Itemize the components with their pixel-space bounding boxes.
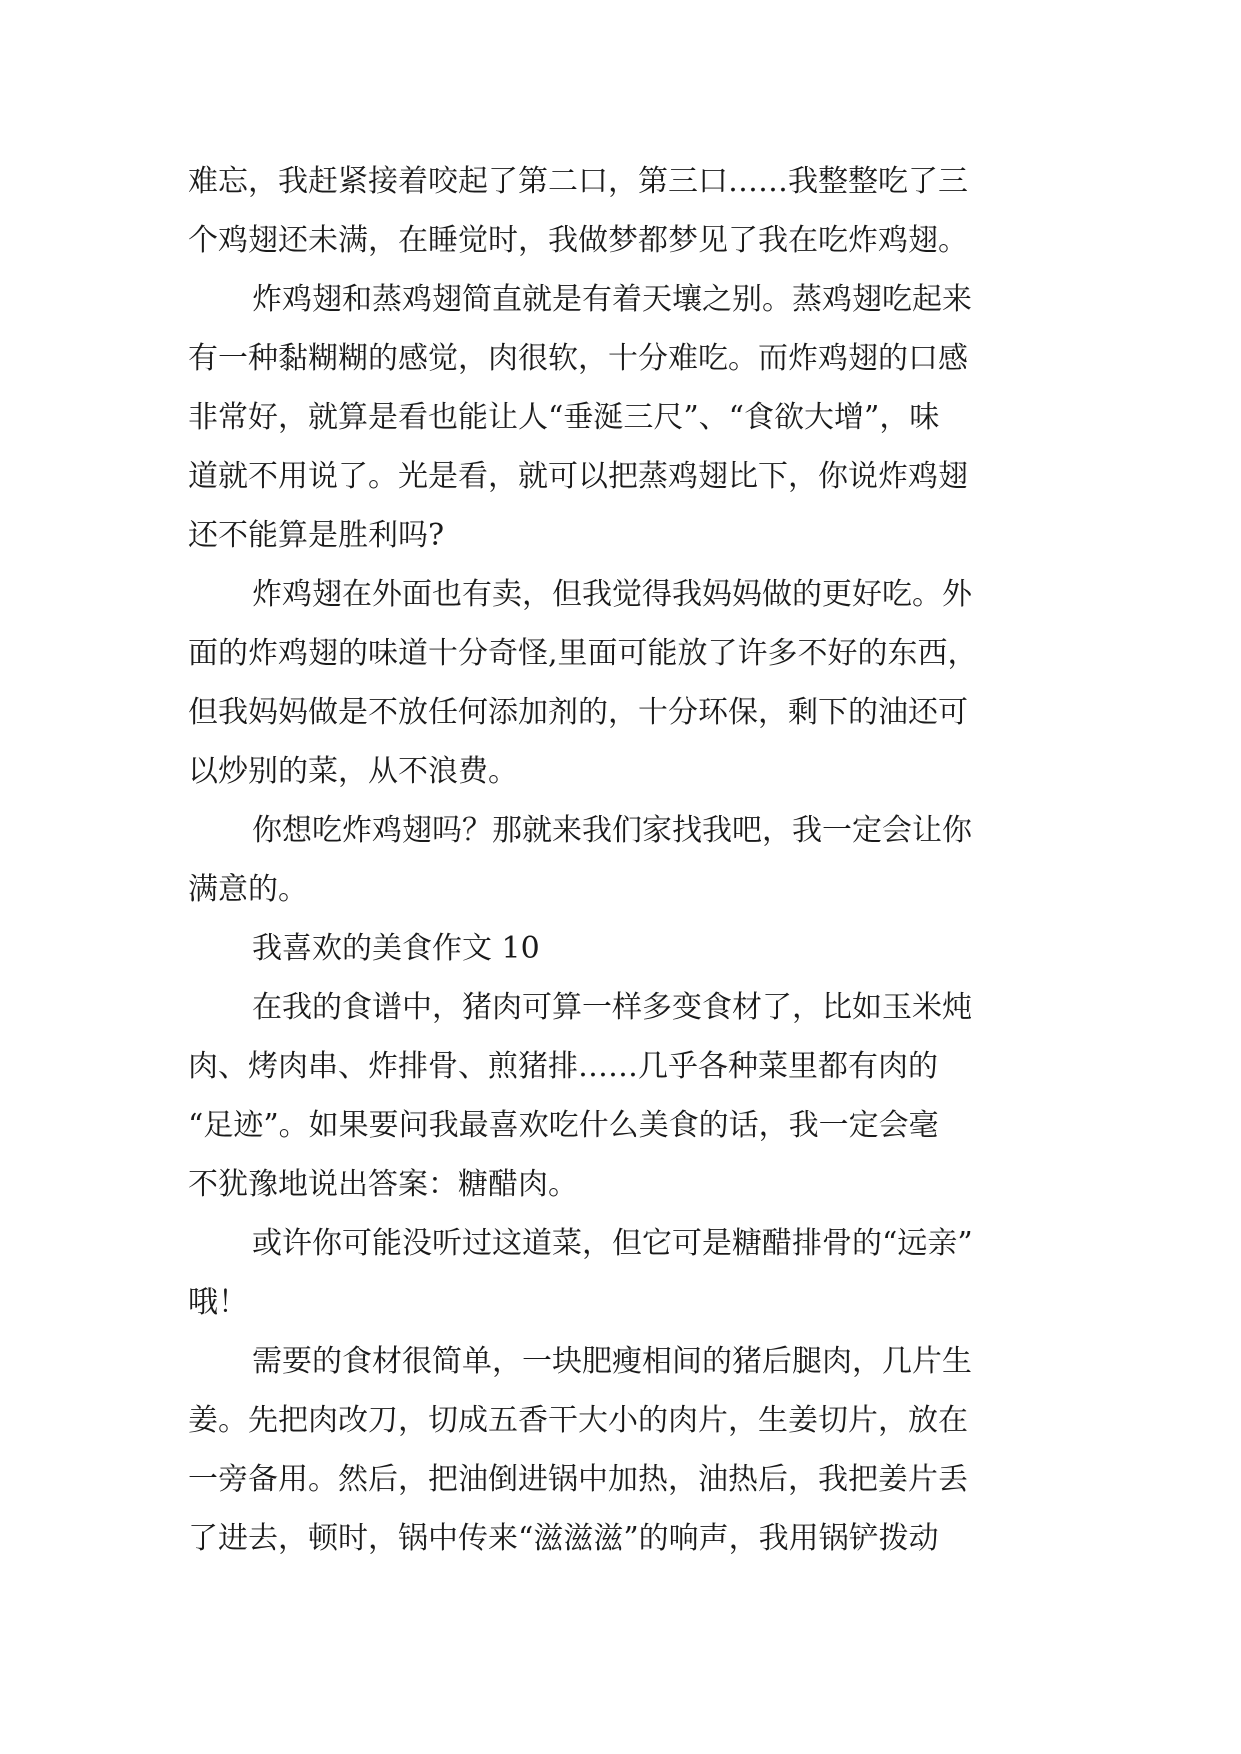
text-line: 有一种黏糊糊的感觉，肉很软，十分难吃。而炸鸡翅的口感 xyxy=(188,341,968,376)
text-line: 但我妈妈做是不放任何添加剂的，十分环保，剩下的油还可 xyxy=(188,695,968,730)
text-line: 一旁备用。然后，把油倒进锅中加热，油热后，我把姜片丢 xyxy=(188,1462,968,1497)
text-line: 肉、烤肉串、炸排骨、煎猪排……几乎各种菜里都有肉的 xyxy=(188,1049,938,1084)
text-line: “足迹”。如果要问我最喜欢吃什么美食的话，我一定会毫 xyxy=(188,1108,939,1143)
text-line: 以炒别的菜，从不浪费。 xyxy=(188,754,518,789)
text-line: 满意的。 xyxy=(188,872,308,907)
text-line: 了进去，顿时，锅中传来“滋滋滋”的响声，我用锅铲拨动 xyxy=(188,1521,939,1556)
text-line: 哦！ xyxy=(188,1285,248,1320)
text-line: 姜。先把肉改刀，切成五香干大小的肉片，生姜切片，放在 xyxy=(188,1403,968,1438)
text-line: 不犹豫地说出答案：糖醋肉。 xyxy=(188,1167,578,1202)
paragraph-start-line: 炸鸡翅在外面也有卖，但我觉得我妈妈做的更好吃。外 xyxy=(252,577,972,612)
essay-body xyxy=(188,152,1058,1568)
text-line: 还不能算是胜利吗? xyxy=(188,518,445,553)
section-heading: 我喜欢的美食作文 10 xyxy=(252,931,540,966)
paragraph-start-line: 炸鸡翅和蒸鸡翅简直就是有着天壤之别。蒸鸡翅吃起来 xyxy=(252,282,972,317)
text-line: 个鸡翅还未满，在睡觉时，我做梦都梦见了我在吃炸鸡翅。 xyxy=(188,223,968,258)
paragraph-start-line: 需要的食材很简单，一块肥瘦相间的猪后腿肉，几片生 xyxy=(252,1344,972,1379)
text-line: 面的炸鸡翅的味道十分奇怪,里面可能放了许多不好的东西， xyxy=(188,636,978,671)
paragraph-start-line: 或许你可能没听过这道菜，但它可是糖醋排骨的“远亲” xyxy=(252,1226,973,1261)
paragraph-start-line: 在我的食谱中，猪肉可算一样多变食材了，比如玉米炖 xyxy=(252,990,972,1025)
text-line: 道就不用说了。光是看，就可以把蒸鸡翅比下，你说炸鸡翅 xyxy=(188,459,968,494)
text-line: 非常好，就算是看也能让人“垂涎三尺”、“食欲大增”，味 xyxy=(188,400,940,435)
paragraph-start-line: 你想吃炸鸡翅吗？那就来我们家找我吧，我一定会让你 xyxy=(252,813,972,848)
text-line: 难忘，我赶紧接着咬起了第二口，第三口……我整整吃了三 xyxy=(188,164,968,199)
